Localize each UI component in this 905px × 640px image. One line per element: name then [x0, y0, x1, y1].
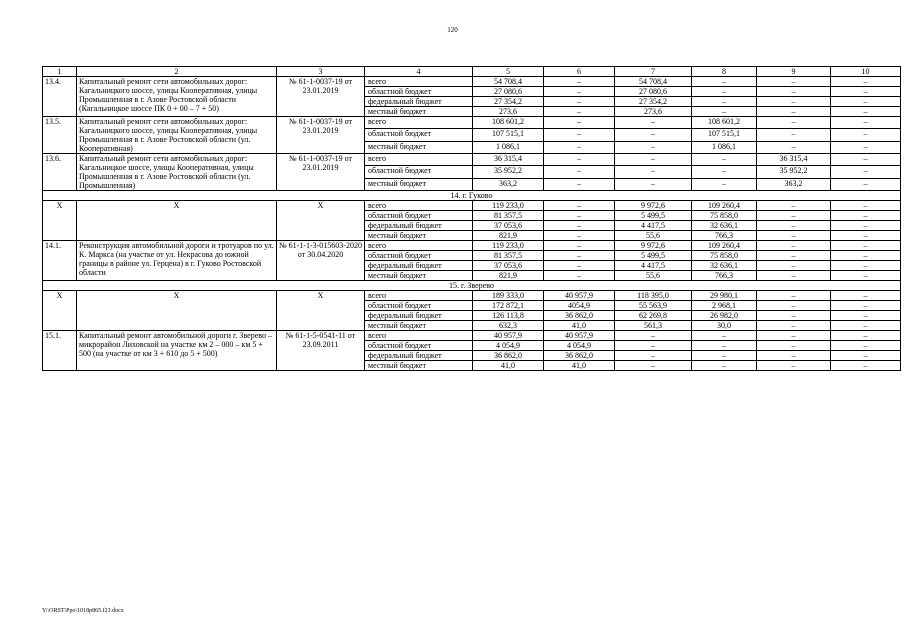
x-cell: X [277, 291, 365, 331]
header-cell: 2 [77, 67, 277, 77]
funding-source: федеральный бюджет [365, 311, 473, 321]
budget-table [42, 66, 901, 371]
value-cell: 119 233,0 [473, 201, 544, 211]
value-cell: 27 354,2 [615, 97, 692, 107]
funding-source: всего [365, 154, 473, 166]
table-row [43, 154, 901, 166]
value-cell: – [544, 261, 615, 271]
value-cell: – [831, 351, 901, 361]
value-cell: – [544, 241, 615, 251]
value-cell: 36 862,0 [544, 351, 615, 361]
value-cell: – [544, 201, 615, 211]
header-cell: 7 [615, 67, 692, 77]
item-name: Капитальный ремонт сети автомобильных дорог: Кагальницкого шоссе, улицы Кооперативная, улицы Промышленная в г. Азове Ростовской области (ул. Кооперативная) [77, 117, 277, 154]
funding-source: местный бюджет [365, 107, 473, 117]
value-cell: 9 972,6 [615, 241, 692, 251]
value-cell: 81 357,5 [473, 211, 544, 221]
table-row [43, 241, 901, 251]
value-cell: 54 708,4 [473, 77, 544, 87]
value-cell: – [544, 129, 615, 141]
value-cell: – [757, 129, 831, 141]
funding-source: федеральный бюджет [365, 221, 473, 231]
value-cell: – [757, 251, 831, 261]
table-row [43, 201, 901, 211]
value-cell: 55 563,9 [615, 301, 692, 311]
item-name: Капитальный ремонт сети автомобильных дорог: Кагальницкое шоссе, улицы Кооперативная, улицы Промышленная в г. Азове Ростовской области (ул. Промышленная) [77, 154, 277, 191]
funding-source: областной бюджет [365, 87, 473, 97]
value-cell: 32 636,1 [692, 221, 757, 231]
value-cell: – [831, 331, 901, 341]
value-cell: – [757, 321, 831, 331]
value-cell: – [831, 211, 901, 221]
funding-source: областной бюджет [365, 251, 473, 261]
value-cell: – [544, 231, 615, 241]
value-cell: 109 260,4 [692, 201, 757, 211]
value-cell: – [692, 331, 757, 341]
value-cell: – [544, 97, 615, 107]
header-cell: 3 [277, 67, 365, 77]
header-cell: 1 [43, 67, 77, 77]
funding-source: федеральный бюджет [365, 261, 473, 271]
value-cell: – [692, 87, 757, 97]
value-cell: 2 968,1 [692, 301, 757, 311]
value-cell: – [831, 261, 901, 271]
value-cell: – [692, 166, 757, 178]
header-cell: 6 [544, 67, 615, 77]
value-cell: – [544, 77, 615, 87]
value-cell: 189 333,0 [473, 291, 544, 301]
value-cell: 27 080,6 [615, 87, 692, 97]
item-document: № 61-1-0037-19 от 23.01.2019 [277, 77, 365, 117]
value-cell: – [692, 341, 757, 351]
funding-source: федеральный бюджет [365, 97, 473, 107]
value-cell: 41,0 [544, 321, 615, 331]
funding-source: местный бюджет [365, 141, 473, 153]
value-cell: – [831, 221, 901, 231]
item-document: № 61-1-0037-19 от 23.01.2019 [277, 117, 365, 154]
value-cell: 108 601,2 [473, 117, 544, 129]
value-cell: – [692, 107, 757, 117]
value-cell: 55,6 [615, 271, 692, 281]
x-cell: X [43, 291, 77, 331]
value-cell: 54 708,4 [615, 77, 692, 87]
value-cell: 27 354,2 [473, 97, 544, 107]
value-cell: – [692, 154, 757, 166]
value-cell: 30,0 [692, 321, 757, 331]
value-cell: – [692, 97, 757, 107]
value-cell: 36 315,4 [757, 154, 831, 166]
value-cell: – [757, 301, 831, 311]
item-name: Капитальный ремонт сети автомобильных дорог: Кагальницкого шоссе, улицы Кооперативная, улицы Промышленная в г. Азове Ростовской области (Кагальницкое шоссе ПК 0 + 00 – 7 + 50) [77, 77, 277, 117]
value-cell: – [831, 241, 901, 251]
value-cell: – [757, 261, 831, 271]
value-cell: 9 972,6 [615, 201, 692, 211]
value-cell: 75 858,0 [692, 211, 757, 221]
value-cell: 5 499,5 [615, 211, 692, 221]
value-cell: 27 080,6 [473, 87, 544, 97]
value-cell: – [544, 166, 615, 178]
value-cell: 40 957,9 [544, 291, 615, 301]
item-number: 15.1. [43, 331, 77, 371]
value-cell: 273,6 [473, 107, 544, 117]
value-cell: – [757, 107, 831, 117]
page-number: 120 [447, 26, 458, 34]
table-row [43, 117, 901, 129]
value-cell: 5 499,5 [615, 251, 692, 261]
value-cell: 81 357,5 [473, 251, 544, 261]
value-cell: – [544, 107, 615, 117]
value-cell: – [692, 361, 757, 371]
funding-source: всего [365, 291, 473, 301]
value-cell: – [831, 107, 901, 117]
item-name: Реконструкция автомобильной дороги и тротуаров по ул. К. Маркса (на участке от ул. Некрасова до южной границы в районе ул. Герцена) в г. Гуково Ростовской области [77, 241, 277, 281]
table-body [43, 67, 901, 371]
funding-source: местный бюджет [365, 178, 473, 190]
funding-source: областной бюджет [365, 341, 473, 351]
x-cell: X [77, 201, 277, 241]
item-document: № 61-1-1-3-015603-2020 от 30.04.2020 [277, 241, 365, 281]
value-cell: 118 395,0 [615, 291, 692, 301]
value-cell: – [757, 311, 831, 321]
value-cell: 40 957,9 [544, 331, 615, 341]
funding-source: областной бюджет [365, 129, 473, 141]
value-cell: – [615, 117, 692, 129]
section-heading: 15. г. Зверево [43, 281, 901, 291]
value-cell: – [831, 321, 901, 331]
value-cell: – [831, 97, 901, 107]
x-cell: X [77, 291, 277, 331]
value-cell: 1 086,1 [692, 141, 757, 153]
header-cell: 5 [473, 67, 544, 77]
value-cell: 75 858,0 [692, 251, 757, 261]
value-cell: – [757, 117, 831, 129]
value-cell: 36 862,0 [544, 311, 615, 321]
item-number: 14.1. [43, 241, 77, 281]
section-row [43, 281, 901, 291]
value-cell: 4 417,5 [615, 261, 692, 271]
value-cell: – [831, 251, 901, 261]
value-cell: 1 086,1 [473, 141, 544, 153]
value-cell: – [757, 77, 831, 87]
item-document: № 61-1-0037-19 от 23.01.2019 [277, 154, 365, 191]
value-cell: 41,0 [544, 361, 615, 371]
value-cell: – [831, 154, 901, 166]
value-cell: 35 952,2 [473, 166, 544, 178]
value-cell: – [544, 87, 615, 97]
value-cell: 766,3 [692, 231, 757, 241]
value-cell: 363,2 [757, 178, 831, 190]
value-cell: – [544, 141, 615, 153]
header-cell: 9 [757, 67, 831, 77]
value-cell: 29 980,1 [692, 291, 757, 301]
value-cell: – [757, 271, 831, 281]
value-cell: – [757, 97, 831, 107]
value-cell: 35 952,2 [757, 166, 831, 178]
value-cell: – [544, 251, 615, 261]
value-cell: – [831, 77, 901, 87]
value-cell: – [544, 178, 615, 190]
value-cell: – [757, 241, 831, 251]
x-cell: X [43, 201, 77, 241]
value-cell: 109 260,4 [692, 241, 757, 251]
value-cell: – [757, 141, 831, 153]
value-cell: 4 054,9 [473, 341, 544, 351]
funding-source: всего [365, 241, 473, 251]
value-cell: 363,2 [473, 178, 544, 190]
item-number: 13.6. [43, 154, 77, 191]
value-cell: – [544, 221, 615, 231]
funding-source: федеральный бюджет [365, 351, 473, 361]
value-cell: – [615, 341, 692, 351]
value-cell: – [544, 211, 615, 221]
section-heading: 14. г. Гуково [43, 191, 901, 201]
value-cell: – [831, 201, 901, 211]
x-cell: X [277, 201, 365, 241]
value-cell: 4054,9 [544, 301, 615, 311]
value-cell: – [757, 221, 831, 231]
value-cell: – [757, 231, 831, 241]
value-cell: – [831, 117, 901, 129]
value-cell: – [544, 154, 615, 166]
value-cell: – [615, 129, 692, 141]
value-cell: – [757, 361, 831, 371]
value-cell: – [615, 331, 692, 341]
value-cell: 561,3 [615, 321, 692, 331]
value-cell: 4 054,9 [544, 341, 615, 351]
value-cell: – [757, 201, 831, 211]
value-cell: 32 636,1 [692, 261, 757, 271]
value-cell: – [615, 351, 692, 361]
value-cell: 36 315,4 [473, 154, 544, 166]
value-cell: – [757, 291, 831, 301]
value-cell: 821,9 [473, 231, 544, 241]
value-cell: – [831, 301, 901, 311]
section-row [43, 191, 901, 201]
value-cell: 172 872,1 [473, 301, 544, 311]
value-cell: – [757, 331, 831, 341]
table-row [43, 291, 901, 301]
value-cell: – [831, 166, 901, 178]
funding-source: местный бюджет [365, 231, 473, 241]
value-cell: – [615, 154, 692, 166]
item-number: 13.5. [43, 117, 77, 154]
item-document: № 61-1-5-0541-11 от 23.09.2011 [277, 331, 365, 371]
value-cell: 126 113,8 [473, 311, 544, 321]
funding-source: областной бюджет [365, 301, 473, 311]
funding-source: всего [365, 331, 473, 341]
value-cell: – [831, 141, 901, 153]
value-cell: – [831, 271, 901, 281]
funding-source: областной бюджет [365, 211, 473, 221]
value-cell: – [831, 291, 901, 301]
funding-source: областной бюджет [365, 166, 473, 178]
funding-source: всего [365, 201, 473, 211]
value-cell: – [692, 178, 757, 190]
value-cell: – [831, 129, 901, 141]
header-cell: 10 [831, 67, 901, 77]
value-cell: 40 957,9 [473, 331, 544, 341]
value-cell: 41,0 [473, 361, 544, 371]
item-number: 13.4. [43, 77, 77, 117]
value-cell: 766,3 [692, 271, 757, 281]
value-cell: – [692, 77, 757, 87]
value-cell: 821,9 [473, 271, 544, 281]
value-cell: 632,3 [473, 321, 544, 331]
header-cell: 8 [692, 67, 757, 77]
value-cell: – [615, 178, 692, 190]
funding-source: местный бюджет [365, 271, 473, 281]
value-cell: – [831, 341, 901, 351]
value-cell: – [831, 87, 901, 97]
funding-source: местный бюджет [365, 321, 473, 331]
table-row [43, 77, 901, 87]
value-cell: – [757, 351, 831, 361]
value-cell: 108 601,2 [692, 117, 757, 129]
value-cell: 119 233,0 [473, 241, 544, 251]
value-cell: – [831, 311, 901, 321]
header-cell: 4 [365, 67, 473, 77]
value-cell: 37 053,6 [473, 221, 544, 231]
value-cell: – [757, 211, 831, 221]
value-cell: 36 862,0 [473, 351, 544, 361]
funding-source: всего [365, 117, 473, 129]
value-cell: – [757, 341, 831, 351]
value-cell: – [615, 361, 692, 371]
value-cell: – [831, 178, 901, 190]
funding-source: всего [365, 77, 473, 87]
funding-source: местный бюджет [365, 361, 473, 371]
value-cell: 4 417,5 [615, 221, 692, 231]
value-cell: 107 515,1 [473, 129, 544, 141]
value-cell: – [831, 361, 901, 371]
footer-path: Y:\ORST\Ppo\1018p865.f21.docx [42, 608, 124, 614]
value-cell: – [615, 141, 692, 153]
value-cell: – [757, 87, 831, 97]
header-row [43, 67, 901, 77]
value-cell: – [544, 117, 615, 129]
value-cell: 62 269,8 [615, 311, 692, 321]
value-cell: – [692, 351, 757, 361]
value-cell: 107 515,1 [692, 129, 757, 141]
value-cell: 26 982,0 [692, 311, 757, 321]
value-cell: 273,6 [615, 107, 692, 117]
value-cell: 37 053,6 [473, 261, 544, 271]
value-cell: – [831, 231, 901, 241]
value-cell: – [544, 271, 615, 281]
item-name: Капитальный ремонт автомобильной дороги г. Зверево – микрорайон Лиховской на участке км 2 – 000 – км 5 + 500 (на участке от км 3 + 610 до 5 + 500) [77, 331, 277, 371]
table-row [43, 331, 901, 341]
value-cell: 55,6 [615, 231, 692, 241]
value-cell: – [615, 166, 692, 178]
